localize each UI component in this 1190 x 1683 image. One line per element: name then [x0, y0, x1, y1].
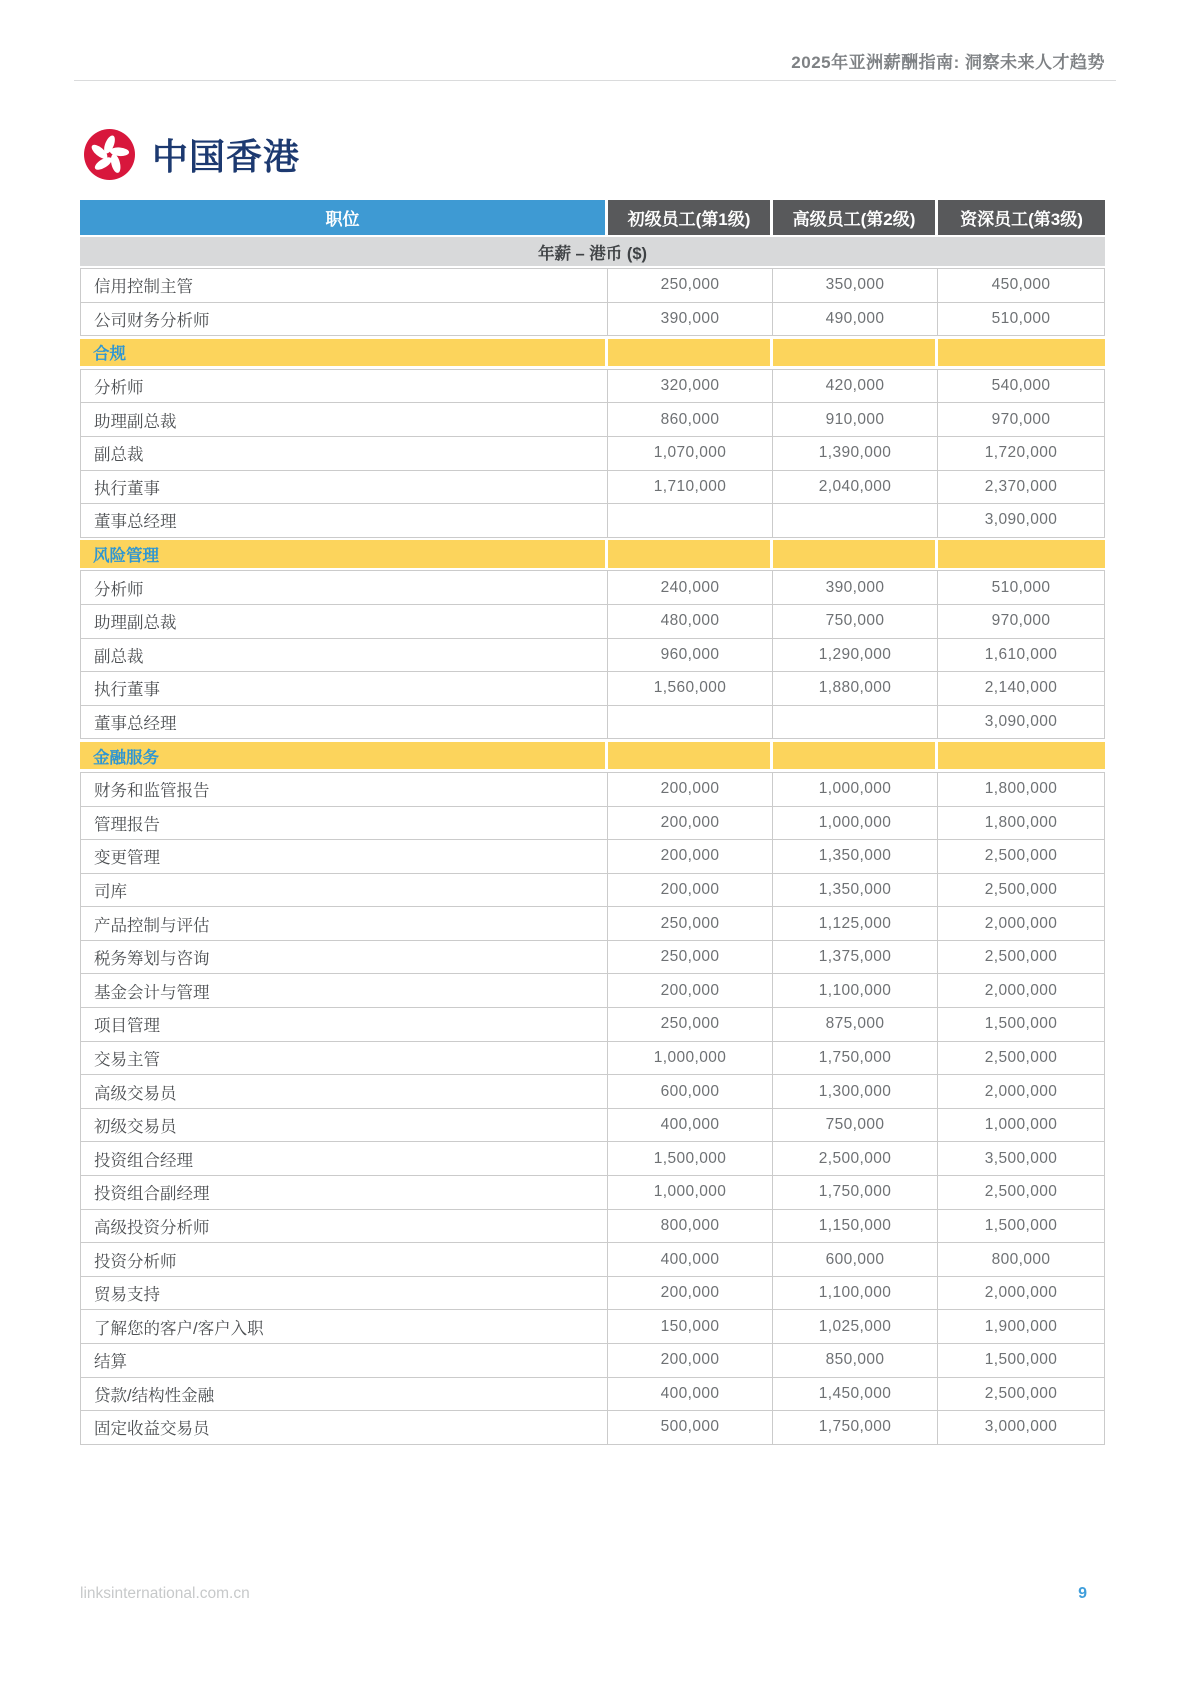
salary-value: 860,000	[608, 403, 773, 436]
table-row	[80, 706, 1105, 740]
position-label: 交易主管	[80, 1042, 608, 1075]
salary-value: 1,000,000	[608, 1176, 773, 1209]
salary-value: 1,500,000	[938, 1344, 1105, 1377]
position-label: 信用控制主管	[80, 269, 608, 302]
position-label: 董事总经理	[80, 706, 608, 739]
salary-value: 200,000	[608, 840, 773, 873]
table-row	[80, 907, 1105, 941]
salary-value: 2,500,000	[938, 1176, 1105, 1209]
table-row	[80, 1411, 1105, 1445]
position-label: 贷款/结构性金融	[80, 1378, 608, 1411]
salary-value	[773, 706, 938, 739]
salary-value: 2,500,000	[773, 1142, 938, 1175]
salary-value: 960,000	[608, 639, 773, 672]
table-row	[80, 1008, 1105, 1042]
salary-value: 1,720,000	[938, 437, 1105, 470]
position-label: 公司财务分析师	[80, 303, 608, 336]
salary-value: 1,610,000	[938, 639, 1105, 672]
salary-value: 400,000	[608, 1243, 773, 1276]
table-row	[80, 639, 1105, 673]
table-row	[80, 1075, 1105, 1109]
table-row	[80, 1310, 1105, 1344]
section-cell	[938, 742, 1105, 770]
position-label: 变更管理	[80, 840, 608, 873]
page-footer	[80, 1585, 1105, 1603]
salary-value: 1,500,000	[938, 1210, 1105, 1243]
salary-value: 2,000,000	[938, 1277, 1105, 1310]
table-row	[80, 370, 1105, 404]
salary-value: 910,000	[773, 403, 938, 436]
salary-value: 2,500,000	[938, 840, 1105, 873]
position-label: 高级交易员	[80, 1075, 608, 1108]
salary-value: 240,000	[608, 571, 773, 604]
salary-value: 750,000	[773, 1109, 938, 1142]
salary-value: 420,000	[773, 370, 938, 403]
salary-value: 3,500,000	[938, 1142, 1105, 1175]
column-header-position: 职位	[80, 200, 608, 235]
footer-url: linksinternational.com.cn	[80, 1585, 250, 1602]
salary-value: 200,000	[608, 1277, 773, 1310]
salary-value: 2,140,000	[938, 672, 1105, 705]
table-subheader: 年薪 – 港币 ($)	[80, 237, 1105, 266]
salary-value: 200,000	[608, 974, 773, 1007]
salary-value: 2,500,000	[938, 1378, 1105, 1411]
salary-value: 970,000	[938, 605, 1105, 638]
position-label: 副总裁	[80, 437, 608, 470]
salary-value: 390,000	[773, 571, 938, 604]
table-row	[80, 1344, 1105, 1378]
salary-value: 2,370,000	[938, 471, 1105, 504]
salary-value: 150,000	[608, 1310, 773, 1343]
salary-value: 1,150,000	[773, 1210, 938, 1243]
position-label: 投资分析师	[80, 1243, 608, 1276]
salary-value: 1,750,000	[773, 1411, 938, 1444]
table-row	[80, 941, 1105, 975]
table-row	[80, 1176, 1105, 1210]
section-label: 风险管理	[80, 540, 608, 568]
salary-value: 450,000	[938, 269, 1105, 302]
column-header-level1: 初级员工(第1级)	[608, 200, 773, 235]
position-label: 结算	[80, 1344, 608, 1377]
position-label: 产品控制与评估	[80, 907, 608, 940]
salary-value: 2,000,000	[938, 1075, 1105, 1108]
salary-value: 510,000	[938, 303, 1105, 336]
table-row	[80, 1378, 1105, 1412]
table-rows	[80, 268, 1105, 1445]
salary-value: 510,000	[938, 571, 1105, 604]
table-row	[80, 1277, 1105, 1311]
section-cell	[773, 742, 938, 770]
salary-value: 490,000	[773, 303, 938, 336]
section-row	[80, 739, 1105, 773]
salary-value: 1,290,000	[773, 639, 938, 672]
salary-value: 3,000,000	[938, 1411, 1105, 1444]
section-cell	[608, 540, 773, 568]
position-label: 税务筹划与咨询	[80, 941, 608, 974]
salary-value: 750,000	[773, 605, 938, 638]
salary-value: 1,000,000	[773, 773, 938, 806]
salary-value: 1,000,000	[608, 1042, 773, 1075]
position-label: 高级投资分析师	[80, 1210, 608, 1243]
table-row	[80, 471, 1105, 505]
position-label: 财务和监管报告	[80, 773, 608, 806]
salary-value: 1,025,000	[773, 1310, 938, 1343]
salary-value: 1,300,000	[773, 1075, 938, 1108]
section-cell	[773, 339, 938, 367]
position-label: 固定收益交易员	[80, 1411, 608, 1444]
table-row	[80, 840, 1105, 874]
section-label: 金融服务	[80, 742, 608, 770]
salary-value: 850,000	[773, 1344, 938, 1377]
salary-value: 1,750,000	[773, 1042, 938, 1075]
position-label: 贸易支持	[80, 1277, 608, 1310]
section-row	[80, 336, 1105, 370]
salary-value: 1,350,000	[773, 840, 938, 873]
salary-value	[773, 504, 938, 537]
column-header-level3: 资深员工(第3级)	[938, 200, 1105, 235]
salary-value: 2,500,000	[938, 1042, 1105, 1075]
salary-value: 1,000,000	[773, 807, 938, 840]
position-label: 投资组合经理	[80, 1142, 608, 1175]
salary-value: 1,800,000	[938, 773, 1105, 806]
salary-value: 875,000	[773, 1008, 938, 1041]
salary-value: 1,750,000	[773, 1176, 938, 1209]
salary-value: 800,000	[938, 1243, 1105, 1276]
salary-value: 1,350,000	[773, 874, 938, 907]
position-label: 助理副总裁	[80, 605, 608, 638]
table-row	[80, 1109, 1105, 1143]
salary-value: 350,000	[773, 269, 938, 302]
section-cell	[938, 540, 1105, 568]
salary-table	[80, 200, 1105, 1445]
position-label: 董事总经理	[80, 504, 608, 537]
table-row	[80, 1243, 1105, 1277]
salary-value: 390,000	[608, 303, 773, 336]
table-header-row	[80, 200, 1105, 235]
section-label: 合规	[80, 339, 608, 367]
salary-value: 3,090,000	[938, 504, 1105, 537]
salary-value: 1,880,000	[773, 672, 938, 705]
salary-value: 2,500,000	[938, 941, 1105, 974]
table-row	[80, 974, 1105, 1008]
salary-value: 1,500,000	[938, 1008, 1105, 1041]
salary-value: 200,000	[608, 773, 773, 806]
salary-value: 200,000	[608, 874, 773, 907]
salary-value: 600,000	[608, 1075, 773, 1108]
salary-value: 3,090,000	[938, 706, 1105, 739]
table-row	[80, 1142, 1105, 1176]
salary-value: 600,000	[773, 1243, 938, 1276]
position-label: 副总裁	[80, 639, 608, 672]
position-label: 了解您的客户/客户入职	[80, 1310, 608, 1343]
salary-value: 200,000	[608, 1344, 773, 1377]
salary-value: 250,000	[608, 1008, 773, 1041]
section-cell	[608, 742, 773, 770]
salary-value: 2,000,000	[938, 907, 1105, 940]
position-label: 助理副总裁	[80, 403, 608, 436]
salary-value: 1,390,000	[773, 437, 938, 470]
document-header-title: 2025年亚洲薪酬指南: 洞察未来人才趋势	[791, 53, 1105, 72]
salary-value: 540,000	[938, 370, 1105, 403]
salary-value: 800,000	[608, 1210, 773, 1243]
salary-value: 1,900,000	[938, 1310, 1105, 1343]
section-cell	[938, 339, 1105, 367]
salary-value: 2,040,000	[773, 471, 938, 504]
hong-kong-flag-icon	[84, 129, 135, 180]
header-divider	[74, 80, 1116, 81]
salary-value: 1,125,000	[773, 907, 938, 940]
page-number: 9	[1078, 1585, 1087, 1602]
column-header-level2: 高级员工(第2级)	[773, 200, 938, 235]
table-row	[80, 504, 1105, 538]
table-row	[80, 672, 1105, 706]
section-cell	[608, 339, 773, 367]
salary-value: 200,000	[608, 807, 773, 840]
table-row	[80, 437, 1105, 471]
position-label: 执行董事	[80, 471, 608, 504]
table-row	[80, 807, 1105, 841]
salary-value: 1,100,000	[773, 1277, 938, 1310]
table-row	[80, 773, 1105, 807]
salary-value: 1,000,000	[938, 1109, 1105, 1142]
salary-value: 1,500,000	[608, 1142, 773, 1175]
salary-value: 2,000,000	[938, 974, 1105, 1007]
position-label: 分析师	[80, 370, 608, 403]
salary-value: 1,450,000	[773, 1378, 938, 1411]
salary-value: 1,800,000	[938, 807, 1105, 840]
section-row	[80, 538, 1105, 572]
table-row	[80, 605, 1105, 639]
salary-value: 250,000	[608, 941, 773, 974]
section-cell	[773, 540, 938, 568]
salary-value: 1,070,000	[608, 437, 773, 470]
salary-value: 500,000	[608, 1411, 773, 1444]
salary-value: 400,000	[608, 1109, 773, 1142]
salary-value: 480,000	[608, 605, 773, 638]
salary-value	[608, 504, 773, 537]
salary-value	[608, 706, 773, 739]
table-row	[80, 874, 1105, 908]
salary-value: 2,500,000	[938, 874, 1105, 907]
position-label: 项目管理	[80, 1008, 608, 1041]
position-label: 管理报告	[80, 807, 608, 840]
position-label: 初级交易员	[80, 1109, 608, 1142]
salary-value: 250,000	[608, 269, 773, 302]
salary-value: 970,000	[938, 403, 1105, 436]
position-label: 执行董事	[80, 672, 608, 705]
position-label: 基金会计与管理	[80, 974, 608, 1007]
country-heading	[84, 129, 300, 180]
salary-value: 1,560,000	[608, 672, 773, 705]
salary-value: 1,375,000	[773, 941, 938, 974]
table-row	[80, 1042, 1105, 1076]
position-label: 司库	[80, 874, 608, 907]
salary-value: 1,710,000	[608, 471, 773, 504]
position-label: 分析师	[80, 571, 608, 604]
salary-value: 400,000	[608, 1378, 773, 1411]
salary-value: 250,000	[608, 907, 773, 940]
table-row	[80, 571, 1105, 605]
page-title: 中国香港	[152, 136, 301, 177]
position-label: 投资组合副经理	[80, 1176, 608, 1209]
table-row	[80, 269, 1105, 303]
table-row	[80, 303, 1105, 337]
salary-value: 1,100,000	[773, 974, 938, 1007]
salary-value: 320,000	[608, 370, 773, 403]
table-row	[80, 403, 1105, 437]
table-row	[80, 1210, 1105, 1244]
